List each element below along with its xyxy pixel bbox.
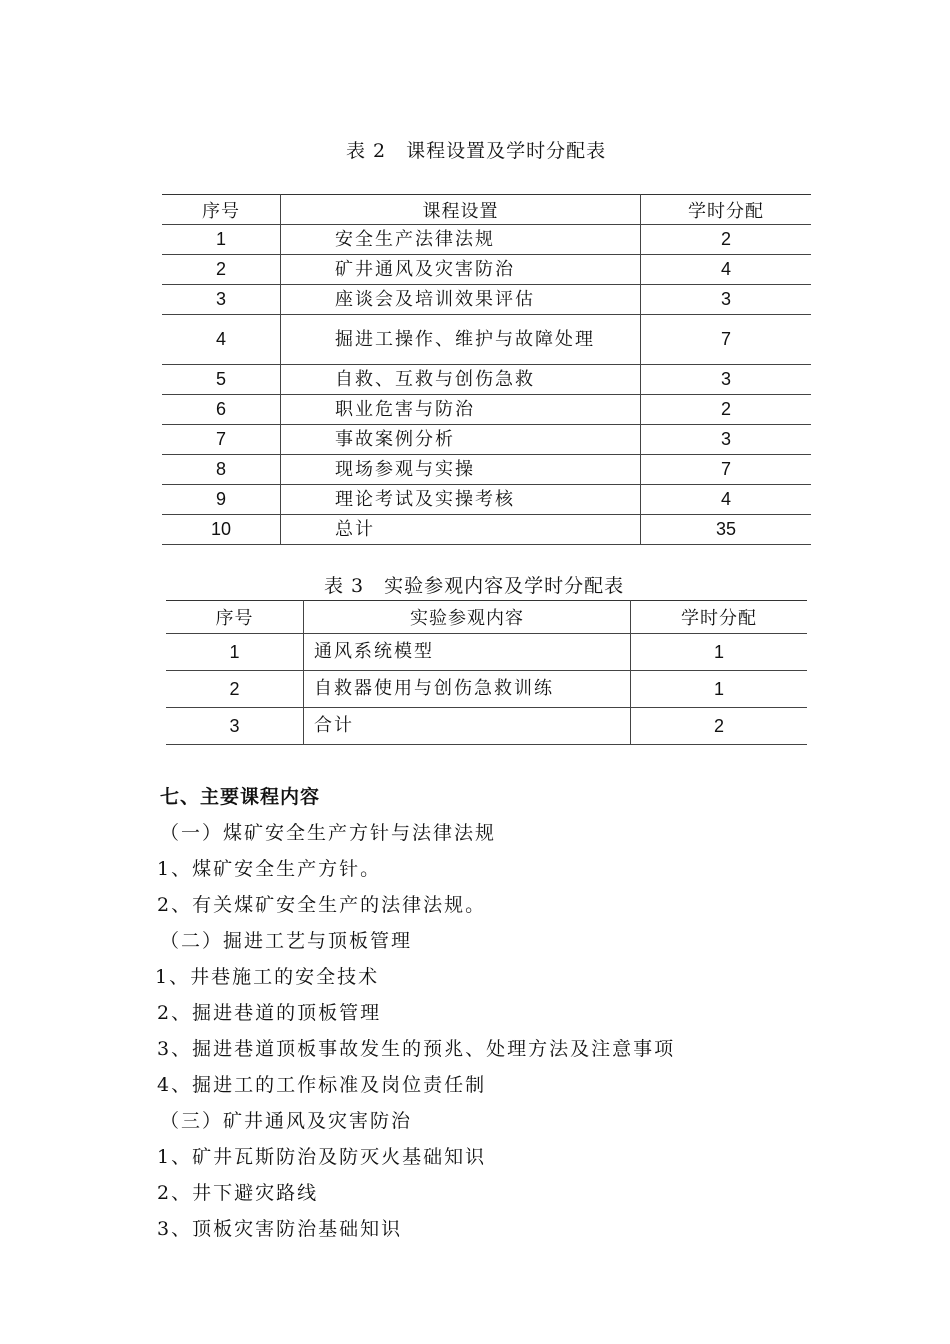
row-seq: 3 [166,708,304,745]
row-seq: 10 [162,515,281,545]
row-course: 矿井通风及灾害防治 [281,255,641,285]
row-course: 座谈会及培训效果评估 [281,285,641,315]
row-course: 理论考试及实操考核 [281,485,641,515]
header-seq: 序号 [166,601,304,634]
list-item: 2、有关煤矿安全生产的法律法规。 [157,894,487,916]
row-seq: 6 [162,395,281,425]
row-content: 通风系统模型 [304,634,631,671]
row-seq: 8 [162,455,281,485]
list-item: 4、掘进工的工作标准及岗位责任制 [157,1074,487,1096]
table2-caption: 表 2 课程设置及学时分配表 [346,140,607,162]
row-course: 掘进工操作、维护与故障处理 [281,315,641,365]
row-seq: 2 [162,255,281,285]
list-item: 3、掘进巷道顶板事故发生的预兆、处理方法及注意事项 [157,1038,676,1060]
row-hours: 35 [641,515,812,545]
row-hours: 2 [641,225,812,255]
header-seq: 序号 [162,195,281,225]
row-hours: 7 [641,455,812,485]
header-hours: 学时分配 [641,195,812,225]
row-course: 职业危害与防治 [281,395,641,425]
row-hours: 1 [631,634,808,671]
row-hours: 2 [631,708,808,745]
row-content: 合计 [304,708,631,745]
table3-caption: 表 3 实验参观内容及学时分配表 [324,575,625,597]
row-hours: 7 [641,315,812,365]
table-row [162,395,811,425]
subsection-heading: （二）掘进工艺与顶板管理 [160,930,413,952]
row-seq: 2 [166,671,304,708]
table-row-total [166,708,807,745]
row-course: 总计 [281,515,641,545]
row-course: 自救、互救与创伤急救 [281,365,641,395]
row-hours: 3 [641,425,812,455]
table-row [162,485,811,515]
row-seq: 4 [162,315,281,365]
section-title: 七、主要课程内容 [160,786,321,808]
row-seq: 1 [166,634,304,671]
row-course: 现场参观与实操 [281,455,641,485]
table-row [162,315,811,365]
table-row [162,455,811,485]
visit-hours-table [166,600,807,745]
row-hours: 2 [641,395,812,425]
table-row [166,671,807,708]
table-row [162,425,811,455]
header-content: 实验参观内容 [304,601,631,634]
table-row [162,255,811,285]
table-row [166,634,807,671]
subsection-heading: （一）煤矿安全生产方针与法律法规 [160,822,497,844]
row-seq: 3 [162,285,281,315]
header-course: 课程设置 [281,195,641,225]
table-row [162,285,811,315]
list-item: 1、煤矿安全生产方针。 [157,858,382,880]
course-hours-table [162,194,811,545]
table-header-row [166,601,807,634]
list-item: 1、井巷施工的安全技术 [155,966,380,988]
subsection-heading: （三）矿井通风及灾害防治 [160,1110,413,1132]
row-course: 安全生产法律法规 [281,225,641,255]
row-seq: 1 [162,225,281,255]
row-course: 事故案例分析 [281,425,641,455]
row-content: 自救器使用与创伤急救训练 [304,671,631,708]
row-hours: 4 [641,485,812,515]
row-seq: 7 [162,425,281,455]
list-item: 2、掘进巷道的顶板管理 [157,1002,382,1024]
table-row-total [162,515,811,545]
list-item: 2、井下避灾路线 [157,1182,319,1204]
header-hours: 学时分配 [631,601,808,634]
list-item: 3、顶板灾害防治基础知识 [157,1218,403,1240]
list-item: 1、矿井瓦斯防治及防灭火基础知识 [157,1146,487,1168]
table-header-row [162,195,811,225]
row-seq: 9 [162,485,281,515]
row-hours: 4 [641,255,812,285]
row-hours: 3 [641,285,812,315]
row-seq: 5 [162,365,281,395]
row-hours: 1 [631,671,808,708]
table-row [162,365,811,395]
row-hours: 3 [641,365,812,395]
table-row [162,225,811,255]
